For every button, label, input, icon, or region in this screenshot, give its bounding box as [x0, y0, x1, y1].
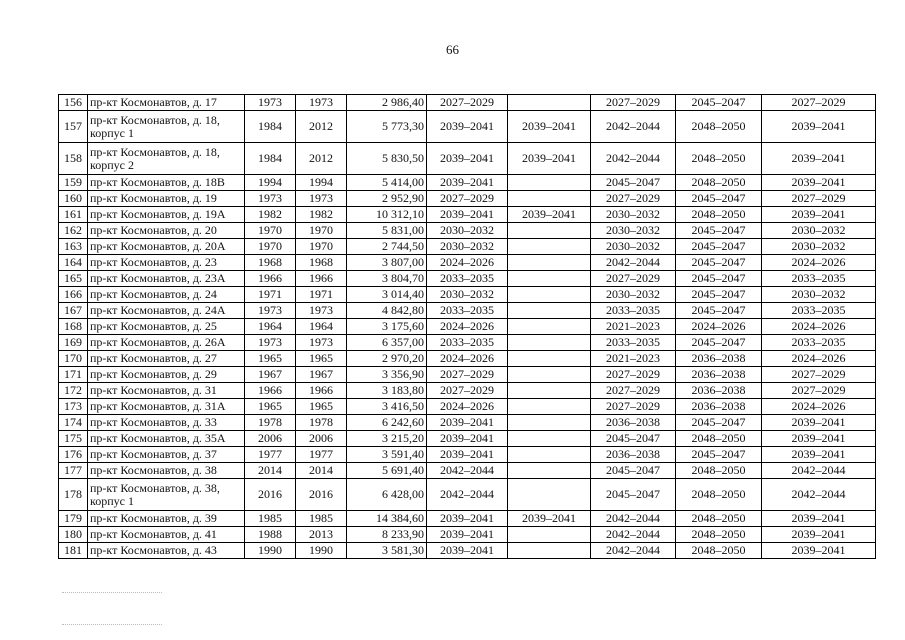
row-number: 164 [59, 255, 88, 271]
table-row [59, 207, 876, 223]
period-cell: 2045–2047 [676, 415, 762, 431]
construction-year-cell: 2006 [245, 431, 296, 447]
renovation-year-cell: 1990 [296, 543, 347, 559]
period-cell: 2048–2050 [676, 479, 762, 511]
area-cell: 3 215,20 [347, 431, 427, 447]
period-cell [508, 399, 591, 415]
period-cell: 2024–2026 [427, 319, 508, 335]
construction-year-cell: 1973 [245, 335, 296, 351]
period-cell: 2045–2047 [676, 303, 762, 319]
construction-year-cell: 1985 [245, 511, 296, 527]
construction-year-cell: 1968 [245, 255, 296, 271]
renovation-year-cell: 1964 [296, 319, 347, 335]
renovation-year-cell: 1977 [296, 447, 347, 463]
period-cell: 2024–2026 [762, 319, 876, 335]
period-cell: 2024–2026 [762, 351, 876, 367]
area-cell: 5 831,00 [347, 223, 427, 239]
table-row [59, 447, 876, 463]
period-cell [508, 191, 591, 207]
period-cell [508, 447, 591, 463]
row-number: 174 [59, 415, 88, 431]
renovation-year-cell: 1967 [296, 367, 347, 383]
address-cell: пр-кт Космонавтов, д. 18, корпус 1 [88, 111, 245, 143]
period-cell [508, 239, 591, 255]
period-cell: 2048–2050 [676, 527, 762, 543]
period-cell: 2033–2035 [427, 271, 508, 287]
period-cell: 2048–2050 [676, 111, 762, 143]
period-cell: 2045–2047 [676, 287, 762, 303]
address-cell: пр-кт Космонавтов, д. 38 [88, 463, 245, 479]
period-cell: 2036–2038 [676, 351, 762, 367]
row-number: 166 [59, 287, 88, 303]
period-cell: 2030–2032 [762, 239, 876, 255]
address-cell: пр-кт Космонавтов, д. 24А [88, 303, 245, 319]
construction-year-cell: 1994 [245, 175, 296, 191]
construction-year-cell: 1984 [245, 143, 296, 175]
period-cell [508, 383, 591, 399]
period-cell: 2039–2041 [427, 143, 508, 175]
renovation-year-cell: 2014 [296, 463, 347, 479]
area-cell: 2 970,20 [347, 351, 427, 367]
period-cell: 2027–2029 [427, 191, 508, 207]
period-cell: 2036–2038 [676, 383, 762, 399]
row-number: 170 [59, 351, 88, 367]
period-cell: 2027–2029 [762, 95, 876, 111]
table-row [59, 191, 876, 207]
construction-year-cell: 1967 [245, 367, 296, 383]
period-cell [508, 303, 591, 319]
period-cell: 2048–2050 [676, 175, 762, 191]
address-cell: пр-кт Космонавтов, д. 19А [88, 207, 245, 223]
period-cell: 2030–2032 [427, 239, 508, 255]
period-cell [508, 255, 591, 271]
row-number: 162 [59, 223, 88, 239]
area-cell: 3 581,30 [347, 543, 427, 559]
period-cell: 2039–2041 [508, 207, 591, 223]
period-cell: 2045–2047 [676, 223, 762, 239]
renovation-year-cell: 1965 [296, 351, 347, 367]
area-cell: 3 591,40 [347, 447, 427, 463]
address-cell: пр-кт Космонавтов, д. 29 [88, 367, 245, 383]
period-cell: 2027–2029 [591, 367, 676, 383]
row-number: 163 [59, 239, 88, 255]
period-cell: 2039–2041 [762, 511, 876, 527]
period-cell: 2039–2041 [427, 415, 508, 431]
period-cell: 2036–2038 [591, 415, 676, 431]
period-cell: 2033–2035 [762, 335, 876, 351]
period-cell: 2045–2047 [591, 463, 676, 479]
construction-year-cell: 1966 [245, 383, 296, 399]
table-row [59, 351, 876, 367]
address-cell: пр-кт Космонавтов, д. 33 [88, 415, 245, 431]
period-cell: 2024–2026 [762, 255, 876, 271]
address-cell: пр-кт Космонавтов, д. 37 [88, 447, 245, 463]
address-cell: пр-кт Космонавтов, д. 18, корпус 2 [88, 143, 245, 175]
period-cell: 2042–2044 [591, 511, 676, 527]
period-cell: 2039–2041 [762, 527, 876, 543]
area-cell: 3 807,00 [347, 255, 427, 271]
address-cell: пр-кт Космонавтов, д. 38, корпус 1 [88, 479, 245, 511]
table-row [59, 415, 876, 431]
table-row [59, 143, 876, 175]
period-cell: 2039–2041 [762, 175, 876, 191]
address-cell: пр-кт Космонавтов, д. 23 [88, 255, 245, 271]
construction-year-cell: 1973 [245, 303, 296, 319]
period-cell: 2039–2041 [427, 431, 508, 447]
row-number: 180 [59, 527, 88, 543]
renovation-year-cell: 1973 [296, 335, 347, 351]
construction-year-cell: 1965 [245, 399, 296, 415]
table-row [59, 335, 876, 351]
period-cell: 2039–2041 [762, 207, 876, 223]
page-number: 66 [446, 42, 459, 57]
row-number: 159 [59, 175, 88, 191]
period-cell: 2045–2047 [676, 191, 762, 207]
period-cell: 2027–2029 [591, 191, 676, 207]
period-cell: 2039–2041 [762, 111, 876, 143]
period-cell: 2027–2029 [762, 383, 876, 399]
period-cell: 2027–2029 [427, 383, 508, 399]
construction-year-cell: 1990 [245, 543, 296, 559]
period-cell [508, 95, 591, 111]
period-cell: 2048–2050 [676, 431, 762, 447]
period-cell [508, 527, 591, 543]
row-number: 161 [59, 207, 88, 223]
construction-year-cell: 1973 [245, 95, 296, 111]
address-cell: пр-кт Космонавтов, д. 31 [88, 383, 245, 399]
construction-year-cell: 1970 [245, 239, 296, 255]
address-cell: пр-кт Космонавтов, д. 41 [88, 527, 245, 543]
period-cell: 2045–2047 [676, 95, 762, 111]
period-cell [508, 463, 591, 479]
period-cell [508, 287, 591, 303]
period-cell: 2030–2032 [427, 287, 508, 303]
address-cell: пр-кт Космонавтов, д. 26А [88, 335, 245, 351]
period-cell: 2027–2029 [591, 95, 676, 111]
period-cell: 2039–2041 [427, 543, 508, 559]
period-cell [508, 351, 591, 367]
period-cell: 2042–2044 [591, 255, 676, 271]
period-cell: 2039–2041 [427, 111, 508, 143]
period-cell [508, 431, 591, 447]
period-cell: 2048–2050 [676, 463, 762, 479]
area-cell: 6 428,00 [347, 479, 427, 511]
period-cell: 2021–2023 [591, 351, 676, 367]
area-cell: 5 414,00 [347, 175, 427, 191]
row-number: 177 [59, 463, 88, 479]
area-cell: 3 183,80 [347, 383, 427, 399]
area-cell: 2 952,90 [347, 191, 427, 207]
period-cell: 2039–2041 [427, 175, 508, 191]
period-cell: 2042–2044 [427, 479, 508, 511]
period-cell: 2027–2029 [591, 383, 676, 399]
period-cell: 2045–2047 [676, 239, 762, 255]
period-cell: 2045–2047 [676, 447, 762, 463]
address-cell: пр-кт Космонавтов, д. 27 [88, 351, 245, 367]
construction-year-cell: 1970 [245, 223, 296, 239]
table-row [59, 303, 876, 319]
period-cell: 2030–2032 [762, 287, 876, 303]
period-cell: 2039–2041 [762, 447, 876, 463]
table-row [59, 543, 876, 559]
table-row [59, 479, 876, 511]
table-row [59, 431, 876, 447]
construction-year-cell: 1966 [245, 271, 296, 287]
row-number: 175 [59, 431, 88, 447]
address-cell: пр-кт Космонавтов, д. 20 [88, 223, 245, 239]
period-cell: 2024–2026 [427, 399, 508, 415]
table-row [59, 511, 876, 527]
row-number: 156 [59, 95, 88, 111]
period-cell: 2039–2041 [762, 143, 876, 175]
renovation-year-cell: 2013 [296, 527, 347, 543]
table-row [59, 255, 876, 271]
period-cell: 2030–2032 [591, 239, 676, 255]
area-cell: 3 356,90 [347, 367, 427, 383]
period-cell: 2045–2047 [676, 335, 762, 351]
period-cell [508, 319, 591, 335]
period-cell: 2027–2029 [427, 367, 508, 383]
area-cell: 3 175,60 [347, 319, 427, 335]
area-cell: 3 416,50 [347, 399, 427, 415]
row-number: 158 [59, 143, 88, 175]
construction-year-cell: 1964 [245, 319, 296, 335]
period-cell: 2042–2044 [762, 463, 876, 479]
period-cell: 2030–2032 [591, 207, 676, 223]
address-cell: пр-кт Космонавтов, д. 19 [88, 191, 245, 207]
renovation-year-cell: 1982 [296, 207, 347, 223]
construction-year-cell: 2014 [245, 463, 296, 479]
renovation-year-cell: 1965 [296, 399, 347, 415]
period-cell: 2033–2035 [427, 335, 508, 351]
period-cell [508, 271, 591, 287]
construction-year-cell: 1982 [245, 207, 296, 223]
renovation-year-cell: 1966 [296, 383, 347, 399]
table-row [59, 527, 876, 543]
period-cell: 2048–2050 [676, 143, 762, 175]
period-cell: 2036–2038 [676, 399, 762, 415]
row-number: 176 [59, 447, 88, 463]
period-cell: 2039–2041 [427, 527, 508, 543]
period-cell [508, 543, 591, 559]
scan-artifact [62, 624, 162, 625]
period-cell: 2042–2044 [591, 543, 676, 559]
period-cell: 2033–2035 [427, 303, 508, 319]
housing-schedule-table [58, 94, 876, 559]
period-cell: 2021–2023 [591, 319, 676, 335]
table-row [59, 319, 876, 335]
address-cell: пр-кт Космонавтов, д. 18В [88, 175, 245, 191]
period-cell: 2039–2041 [427, 447, 508, 463]
address-cell: пр-кт Космонавтов, д. 25 [88, 319, 245, 335]
period-cell: 2030–2032 [591, 223, 676, 239]
period-cell [508, 367, 591, 383]
construction-year-cell: 1965 [245, 351, 296, 367]
table-row [59, 271, 876, 287]
address-cell: пр-кт Космонавтов, д. 17 [88, 95, 245, 111]
period-cell: 2033–2035 [591, 335, 676, 351]
area-cell: 14 384,60 [347, 511, 427, 527]
period-cell: 2027–2029 [762, 367, 876, 383]
renovation-year-cell: 1973 [296, 95, 347, 111]
row-number: 157 [59, 111, 88, 143]
construction-year-cell: 2016 [245, 479, 296, 511]
period-cell: 2042–2044 [427, 463, 508, 479]
area-cell: 5 830,50 [347, 143, 427, 175]
area-cell: 3 804,70 [347, 271, 427, 287]
area-cell: 10 312,10 [347, 207, 427, 223]
row-number: 165 [59, 271, 88, 287]
row-number: 171 [59, 367, 88, 383]
period-cell [508, 175, 591, 191]
period-cell: 2045–2047 [676, 271, 762, 287]
address-cell: пр-кт Космонавтов, д. 43 [88, 543, 245, 559]
row-number: 178 [59, 479, 88, 511]
period-cell: 2042–2044 [762, 479, 876, 511]
row-number: 173 [59, 399, 88, 415]
period-cell: 2033–2035 [591, 303, 676, 319]
period-cell: 2027–2029 [591, 399, 676, 415]
period-cell: 2045–2047 [591, 479, 676, 511]
construction-year-cell: 1978 [245, 415, 296, 431]
table-row [59, 223, 876, 239]
row-number: 167 [59, 303, 88, 319]
period-cell: 2033–2035 [762, 303, 876, 319]
period-cell: 2027–2029 [427, 95, 508, 111]
area-cell: 5 691,40 [347, 463, 427, 479]
period-cell [508, 223, 591, 239]
row-number: 168 [59, 319, 88, 335]
period-cell: 2033–2035 [762, 271, 876, 287]
period-cell [508, 415, 591, 431]
construction-year-cell: 1984 [245, 111, 296, 143]
period-cell: 2048–2050 [676, 207, 762, 223]
construction-year-cell: 1973 [245, 191, 296, 207]
table-row [59, 287, 876, 303]
table-row [59, 399, 876, 415]
address-cell: пр-кт Космонавтов, д. 20А [88, 239, 245, 255]
renovation-year-cell: 2006 [296, 431, 347, 447]
table-row [59, 367, 876, 383]
scan-artifact [62, 592, 162, 593]
period-cell: 2024–2026 [427, 351, 508, 367]
area-cell: 2 744,50 [347, 239, 427, 255]
renovation-year-cell: 1985 [296, 511, 347, 527]
period-cell: 2042–2044 [591, 143, 676, 175]
period-cell: 2024–2026 [427, 255, 508, 271]
area-cell: 4 842,80 [347, 303, 427, 319]
renovation-year-cell: 1966 [296, 271, 347, 287]
area-cell: 3 014,40 [347, 287, 427, 303]
area-cell: 5 773,30 [347, 111, 427, 143]
period-cell: 2024–2026 [762, 399, 876, 415]
table-row [59, 95, 876, 111]
period-cell: 2045–2047 [676, 255, 762, 271]
period-cell: 2030–2032 [762, 223, 876, 239]
period-cell: 2039–2041 [427, 511, 508, 527]
table-row [59, 239, 876, 255]
period-cell [508, 335, 591, 351]
period-cell: 2048–2050 [676, 543, 762, 559]
row-number: 169 [59, 335, 88, 351]
area-cell: 6 242,60 [347, 415, 427, 431]
period-cell: 2042–2044 [591, 111, 676, 143]
renovation-year-cell: 1973 [296, 303, 347, 319]
table-body [59, 95, 876, 559]
row-number: 172 [59, 383, 88, 399]
period-cell: 2027–2029 [762, 191, 876, 207]
renovation-year-cell: 1994 [296, 175, 347, 191]
period-cell: 2045–2047 [591, 175, 676, 191]
period-cell: 2042–2044 [591, 527, 676, 543]
row-number: 160 [59, 191, 88, 207]
period-cell [508, 479, 591, 511]
table-row [59, 383, 876, 399]
period-cell: 2030–2032 [427, 223, 508, 239]
period-cell: 2039–2041 [508, 143, 591, 175]
period-cell: 2030–2032 [591, 287, 676, 303]
period-cell: 2024–2026 [676, 319, 762, 335]
table-row [59, 175, 876, 191]
address-cell: пр-кт Космонавтов, д. 35А [88, 431, 245, 447]
renovation-year-cell: 1971 [296, 287, 347, 303]
period-cell: 2048–2050 [676, 511, 762, 527]
construction-year-cell: 1971 [245, 287, 296, 303]
renovation-year-cell: 2012 [296, 111, 347, 143]
period-cell: 2039–2041 [762, 543, 876, 559]
period-cell: 2039–2041 [508, 511, 591, 527]
period-cell: 2045–2047 [591, 431, 676, 447]
period-cell: 2039–2041 [762, 415, 876, 431]
table-row [59, 463, 876, 479]
address-cell: пр-кт Космонавтов, д. 31А [88, 399, 245, 415]
table-row [59, 111, 876, 143]
renovation-year-cell: 1968 [296, 255, 347, 271]
period-cell: 2039–2041 [508, 111, 591, 143]
period-cell: 2039–2041 [762, 431, 876, 447]
renovation-year-cell: 1973 [296, 191, 347, 207]
area-cell: 2 986,40 [347, 95, 427, 111]
period-cell: 2027–2029 [591, 271, 676, 287]
row-number: 181 [59, 543, 88, 559]
address-cell: пр-кт Космонавтов, д. 39 [88, 511, 245, 527]
renovation-year-cell: 1970 [296, 223, 347, 239]
construction-year-cell: 1977 [245, 447, 296, 463]
row-number: 179 [59, 511, 88, 527]
period-cell: 2039–2041 [427, 207, 508, 223]
area-cell: 8 233,90 [347, 527, 427, 543]
renovation-year-cell: 2016 [296, 479, 347, 511]
period-cell: 2036–2038 [676, 367, 762, 383]
renovation-year-cell: 1978 [296, 415, 347, 431]
construction-year-cell: 1988 [245, 527, 296, 543]
period-cell: 2036–2038 [591, 447, 676, 463]
area-cell: 6 357,00 [347, 335, 427, 351]
address-cell: пр-кт Космонавтов, д. 23А [88, 271, 245, 287]
renovation-year-cell: 1970 [296, 239, 347, 255]
address-cell: пр-кт Космонавтов, д. 24 [88, 287, 245, 303]
renovation-year-cell: 2012 [296, 143, 347, 175]
